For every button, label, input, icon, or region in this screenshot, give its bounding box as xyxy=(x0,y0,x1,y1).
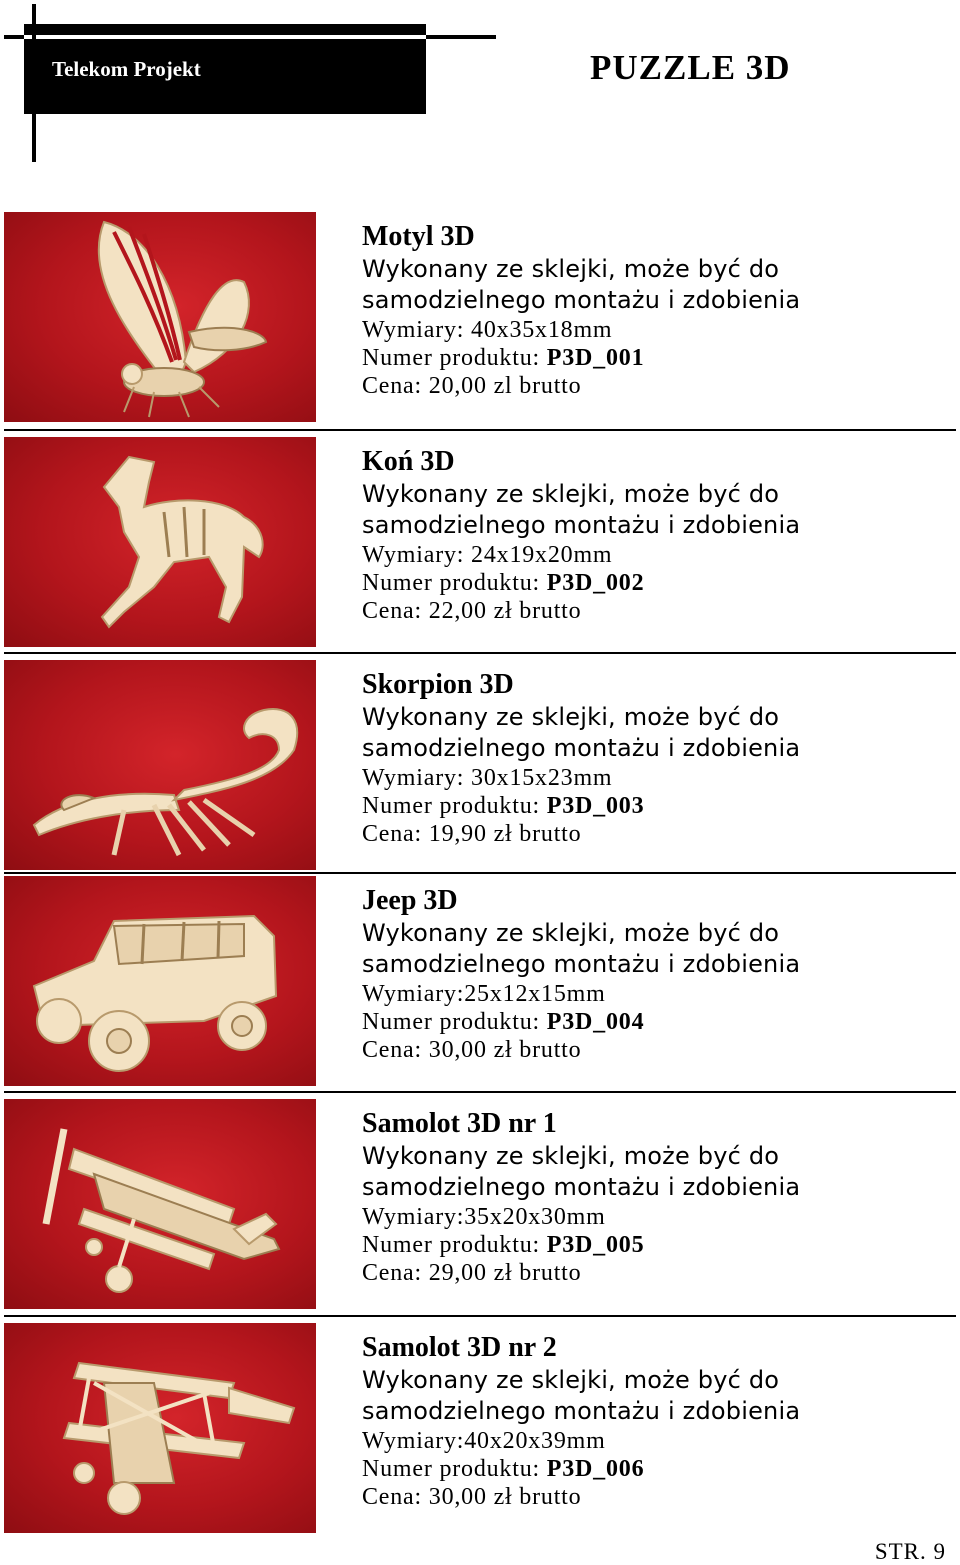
product-photo-plane-2 xyxy=(4,1323,316,1533)
product-desc-line2: samodzielnego montażu i zdobienia xyxy=(362,1173,801,1201)
product-divider xyxy=(4,872,956,874)
product-info xyxy=(362,668,800,848)
scorpion-illustration xyxy=(4,660,316,870)
product-dimensions: Wymiary: 30x15x23mm xyxy=(362,765,613,791)
product-item-motyl xyxy=(4,212,956,422)
product-code: P3D_003 xyxy=(546,793,645,819)
product-desc-line2: samodzielnego montażu i zdobienia xyxy=(362,286,801,314)
product-name: Skorpion 3D xyxy=(362,669,514,700)
product-code-label: Numer produktu: xyxy=(362,793,547,819)
product-name: Samolot 3D nr 1 xyxy=(362,1108,557,1139)
product-divider xyxy=(4,429,956,431)
product-code-line xyxy=(362,569,800,597)
product-code: P3D_002 xyxy=(546,570,645,596)
product-info xyxy=(362,220,800,400)
product-item-samolot-2 xyxy=(4,1323,956,1533)
page-title: PUZZLE 3D xyxy=(590,48,791,87)
product-item-kon xyxy=(4,437,956,647)
product-photo-plane-1 xyxy=(4,1099,316,1309)
plane-1-illustration xyxy=(4,1099,316,1309)
product-info xyxy=(362,445,800,625)
product-info xyxy=(362,1107,800,1287)
butterfly-illustration xyxy=(4,212,316,422)
product-name: Motyl 3D xyxy=(362,221,475,252)
product-dimensions: Wymiary:25x12x15mm xyxy=(362,981,606,1007)
page-number: STR. 9 xyxy=(874,1539,946,1564)
product-code-label: Numer produktu: xyxy=(362,570,547,596)
product-code: P3D_004 xyxy=(546,1009,645,1035)
product-photo-butterfly xyxy=(4,212,316,422)
product-photo-jeep xyxy=(4,876,316,1086)
product-code-label: Numer produktu: xyxy=(362,1456,547,1482)
product-code-label: Numer produktu: xyxy=(362,1009,547,1035)
product-desc-line1: Wykonany ze sklejki, może być do xyxy=(362,1366,780,1394)
product-desc-line2: samodzielnego montażu i zdobienia xyxy=(362,511,801,539)
product-code: P3D_006 xyxy=(546,1456,645,1482)
product-price: Cena: 19,90 zł brutto xyxy=(362,821,582,847)
product-dimensions: Wymiary: 40x35x18mm xyxy=(362,317,613,343)
company-logo-box xyxy=(24,24,426,114)
logo-inner-line xyxy=(24,35,426,39)
product-info xyxy=(362,884,800,1064)
product-name: Jeep 3D xyxy=(362,885,458,916)
product-code-label: Numer produktu: xyxy=(362,345,547,371)
product-desc-line1: Wykonany ze sklejki, może być do xyxy=(362,919,780,947)
product-item-skorpion xyxy=(4,660,956,870)
product-desc-line2: samodzielnego montażu i zdobienia xyxy=(362,950,801,978)
jeep-illustration xyxy=(4,876,316,1086)
product-price: Cena: 29,00 zł brutto xyxy=(362,1260,582,1286)
product-price: Cena: 30,00 zł brutto xyxy=(362,1484,582,1510)
header-frame-vertical xyxy=(32,4,36,162)
product-dimensions: Wymiary: 24x19x20mm xyxy=(362,542,613,568)
product-code: P3D_005 xyxy=(546,1232,645,1258)
product-desc-line1: Wykonany ze sklejki, może być do xyxy=(362,480,780,508)
product-price: Cena: 20,00 zl brutto xyxy=(362,373,582,399)
product-name: Samolot 3D nr 2 xyxy=(362,1332,557,1363)
product-code-line xyxy=(362,792,800,820)
company-name: Telekom Projekt xyxy=(52,56,201,81)
product-desc-line2: samodzielnego montażu i zdobienia xyxy=(362,1397,801,1425)
product-price: Cena: 22,00 zł brutto xyxy=(362,598,582,624)
product-desc-line1: Wykonany ze sklejki, może być do xyxy=(362,703,780,731)
product-code-line xyxy=(362,1455,800,1483)
product-divider xyxy=(4,1315,956,1317)
product-photo-scorpion xyxy=(4,660,316,870)
product-code: P3D_001 xyxy=(546,345,645,371)
product-code-label: Numer produktu: xyxy=(362,1232,547,1258)
product-info xyxy=(362,1331,800,1511)
product-item-samolot-1 xyxy=(4,1099,956,1309)
product-desc-line1: Wykonany ze sklejki, może być do xyxy=(362,1142,780,1170)
product-code-line xyxy=(362,344,800,372)
product-divider xyxy=(4,1091,956,1093)
product-photo-horse xyxy=(4,437,316,647)
product-desc-line1: Wykonany ze sklejki, może być do xyxy=(362,255,780,283)
product-code-line xyxy=(362,1008,800,1036)
horse-illustration xyxy=(4,437,316,647)
product-dimensions: Wymiary:35x20x30mm xyxy=(362,1204,606,1230)
product-item-jeep xyxy=(4,876,956,1086)
product-desc-line2: samodzielnego montażu i zdobienia xyxy=(362,734,801,762)
product-code-line xyxy=(362,1231,800,1259)
product-name: Koń 3D xyxy=(362,446,455,477)
product-price: Cena: 30,00 zł brutto xyxy=(362,1037,582,1063)
product-dimensions: Wymiary:40x20x39mm xyxy=(362,1428,606,1454)
product-divider xyxy=(4,652,956,654)
plane-2-illustration xyxy=(4,1323,316,1533)
